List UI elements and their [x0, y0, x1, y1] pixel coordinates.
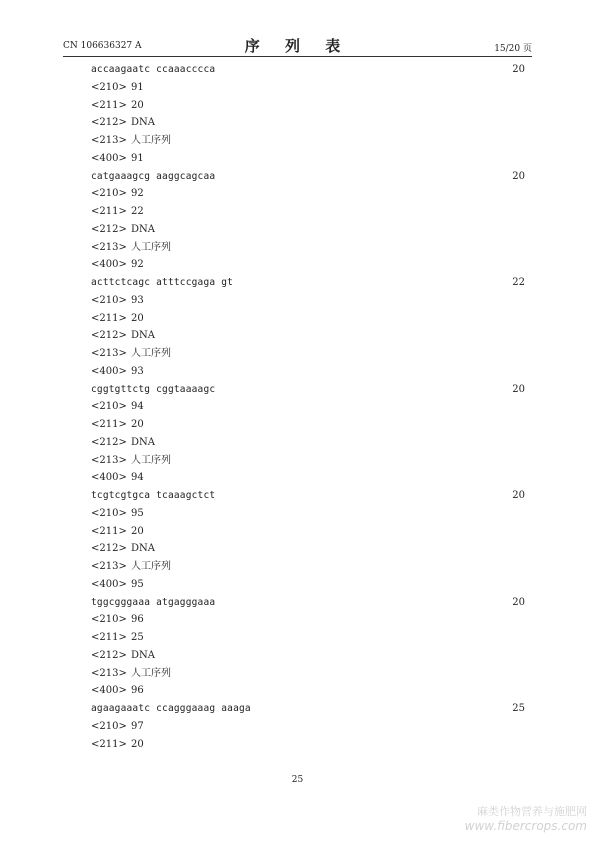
field-tag: <211> [91, 312, 127, 324]
sequence-row [91, 487, 525, 505]
page-header [63, 38, 532, 57]
field-tag: <211> [91, 99, 127, 111]
field-row [91, 611, 525, 629]
sequence-text: acttctcagc atttccgaga gt [91, 277, 234, 288]
sequence-row [91, 168, 525, 186]
field-value: 93 [131, 294, 144, 306]
field-value: 94 [131, 401, 144, 413]
field-tag: <212> [91, 436, 127, 448]
field-row [91, 718, 525, 736]
field-value: 92 [131, 259, 144, 271]
field-tag: <210> [91, 188, 127, 200]
watermark-title: 麻类作物营养与施肥网 [477, 805, 587, 818]
field-row [91, 665, 525, 683]
field-value: 20 [131, 312, 144, 324]
field-tag: <210> [91, 507, 127, 519]
field-value: 20 [131, 525, 144, 537]
field-value: 96 [131, 614, 144, 626]
field-tag: <213> [91, 667, 127, 679]
field-row [91, 221, 525, 239]
sequence-length: 20 [512, 383, 525, 395]
field-value: 97 [131, 720, 144, 732]
sequence-length: 20 [512, 170, 525, 182]
sequence-row [91, 594, 525, 612]
sequence-row [91, 381, 525, 399]
field-row [91, 576, 525, 594]
field-row [91, 416, 525, 434]
field-row [91, 327, 525, 345]
field-tag: <400> [91, 685, 127, 697]
patent-number: CN 106636327 A [63, 41, 142, 51]
sequence-length: 22 [512, 277, 525, 288]
field-value: DNA [131, 223, 155, 235]
page-counter: 15/20 页 [494, 44, 532, 54]
field-row [91, 150, 525, 168]
field-row [91, 682, 525, 700]
field-value: 22 [131, 206, 144, 217]
field-tag: <400> [91, 259, 127, 271]
field-row [91, 239, 525, 257]
field-tag: <210> [91, 614, 127, 626]
field-tag: <212> [91, 330, 127, 342]
field-row [91, 256, 525, 274]
field-tag: <210> [91, 401, 127, 413]
field-value: DNA [131, 117, 155, 129]
field-value: 人工序列 [131, 454, 171, 466]
field-value: 20 [131, 99, 144, 111]
sequence-length: 20 [512, 490, 525, 501]
field-tag: <211> [91, 632, 127, 643]
field-tag: <210> [91, 81, 127, 93]
field-row [91, 97, 525, 115]
field-value: 95 [131, 507, 144, 519]
field-row [91, 79, 525, 97]
field-row [91, 629, 525, 647]
field-tag: <400> [91, 578, 127, 590]
field-tag: <400> [91, 472, 127, 484]
field-row [91, 398, 525, 416]
field-row [91, 292, 525, 310]
field-value: 94 [131, 472, 144, 484]
field-tag: <210> [91, 720, 127, 732]
sequence-length: 25 [512, 703, 525, 714]
field-row [91, 736, 525, 754]
sequence-row [91, 274, 525, 292]
field-row [91, 558, 525, 576]
sequence-text: catgaaagcg aaggcagcaa [91, 170, 216, 182]
field-value: DNA [131, 543, 155, 555]
sequence-length: 20 [512, 64, 525, 75]
field-row [91, 540, 525, 558]
field-value: 20 [131, 419, 144, 430]
field-value: DNA [131, 436, 155, 448]
field-value: 人工序列 [131, 561, 171, 572]
field-row [91, 505, 525, 523]
sequence-row [91, 61, 525, 79]
field-tag: <210> [91, 294, 127, 306]
field-row [91, 523, 525, 541]
field-tag: <213> [91, 561, 127, 572]
field-tag: <213> [91, 348, 127, 359]
sequence-text: cggtgttctg cggtaaaagc [91, 383, 216, 395]
field-tag: <400> [91, 365, 127, 377]
field-tag: <212> [91, 117, 127, 129]
field-row [91, 469, 525, 487]
watermark [465, 804, 587, 834]
watermark-url: www.fibercrops.com [464, 819, 587, 833]
field-row [91, 132, 525, 150]
field-value: 20 [131, 738, 144, 750]
field-value: 人工序列 [131, 135, 171, 146]
field-tag: <400> [91, 152, 127, 164]
field-value: 人工序列 [131, 241, 171, 253]
sequence-length: 20 [512, 596, 525, 608]
sequence-row [91, 700, 525, 718]
field-value: 91 [131, 81, 144, 93]
field-row [91, 345, 525, 363]
field-tag: <213> [91, 241, 127, 253]
field-row [91, 647, 525, 665]
field-tag: <212> [91, 223, 127, 235]
field-tag: <213> [91, 454, 127, 466]
field-row [91, 363, 525, 381]
field-row [91, 203, 525, 221]
field-tag: <211> [91, 206, 127, 217]
field-tag: <213> [91, 135, 127, 146]
field-row [91, 185, 525, 203]
field-tag: <212> [91, 649, 127, 661]
field-value: 91 [131, 152, 144, 164]
field-value: DNA [131, 649, 155, 661]
page-title: 序 列 表 [244, 37, 351, 55]
field-value: 95 [131, 578, 144, 590]
field-value: 人工序列 [131, 667, 171, 679]
sequence-text: agaagaaatc ccagggaaag aaaga [91, 703, 251, 714]
sequence-text: tcgtcgtgca tcaaagctct [91, 490, 216, 501]
field-value: 96 [131, 685, 144, 697]
field-row [91, 434, 525, 452]
field-tag: <211> [91, 419, 127, 430]
field-value: DNA [131, 330, 155, 342]
field-value: 人工序列 [131, 348, 171, 359]
field-value: 93 [131, 365, 144, 377]
sequence-listing [91, 61, 525, 753]
field-value: 92 [131, 188, 144, 200]
sequence-text: accaagaatc ccaaacccca [91, 64, 216, 75]
field-row [91, 452, 525, 470]
field-tag: <211> [91, 525, 127, 537]
page-number: 25 [291, 775, 304, 785]
field-row [91, 310, 525, 328]
sequence-text: tggcgggaaa atgagggaaa [91, 596, 216, 608]
field-tag: <211> [91, 738, 127, 750]
field-row [91, 114, 525, 132]
field-tag: <212> [91, 543, 127, 555]
field-value: 25 [131, 632, 144, 643]
